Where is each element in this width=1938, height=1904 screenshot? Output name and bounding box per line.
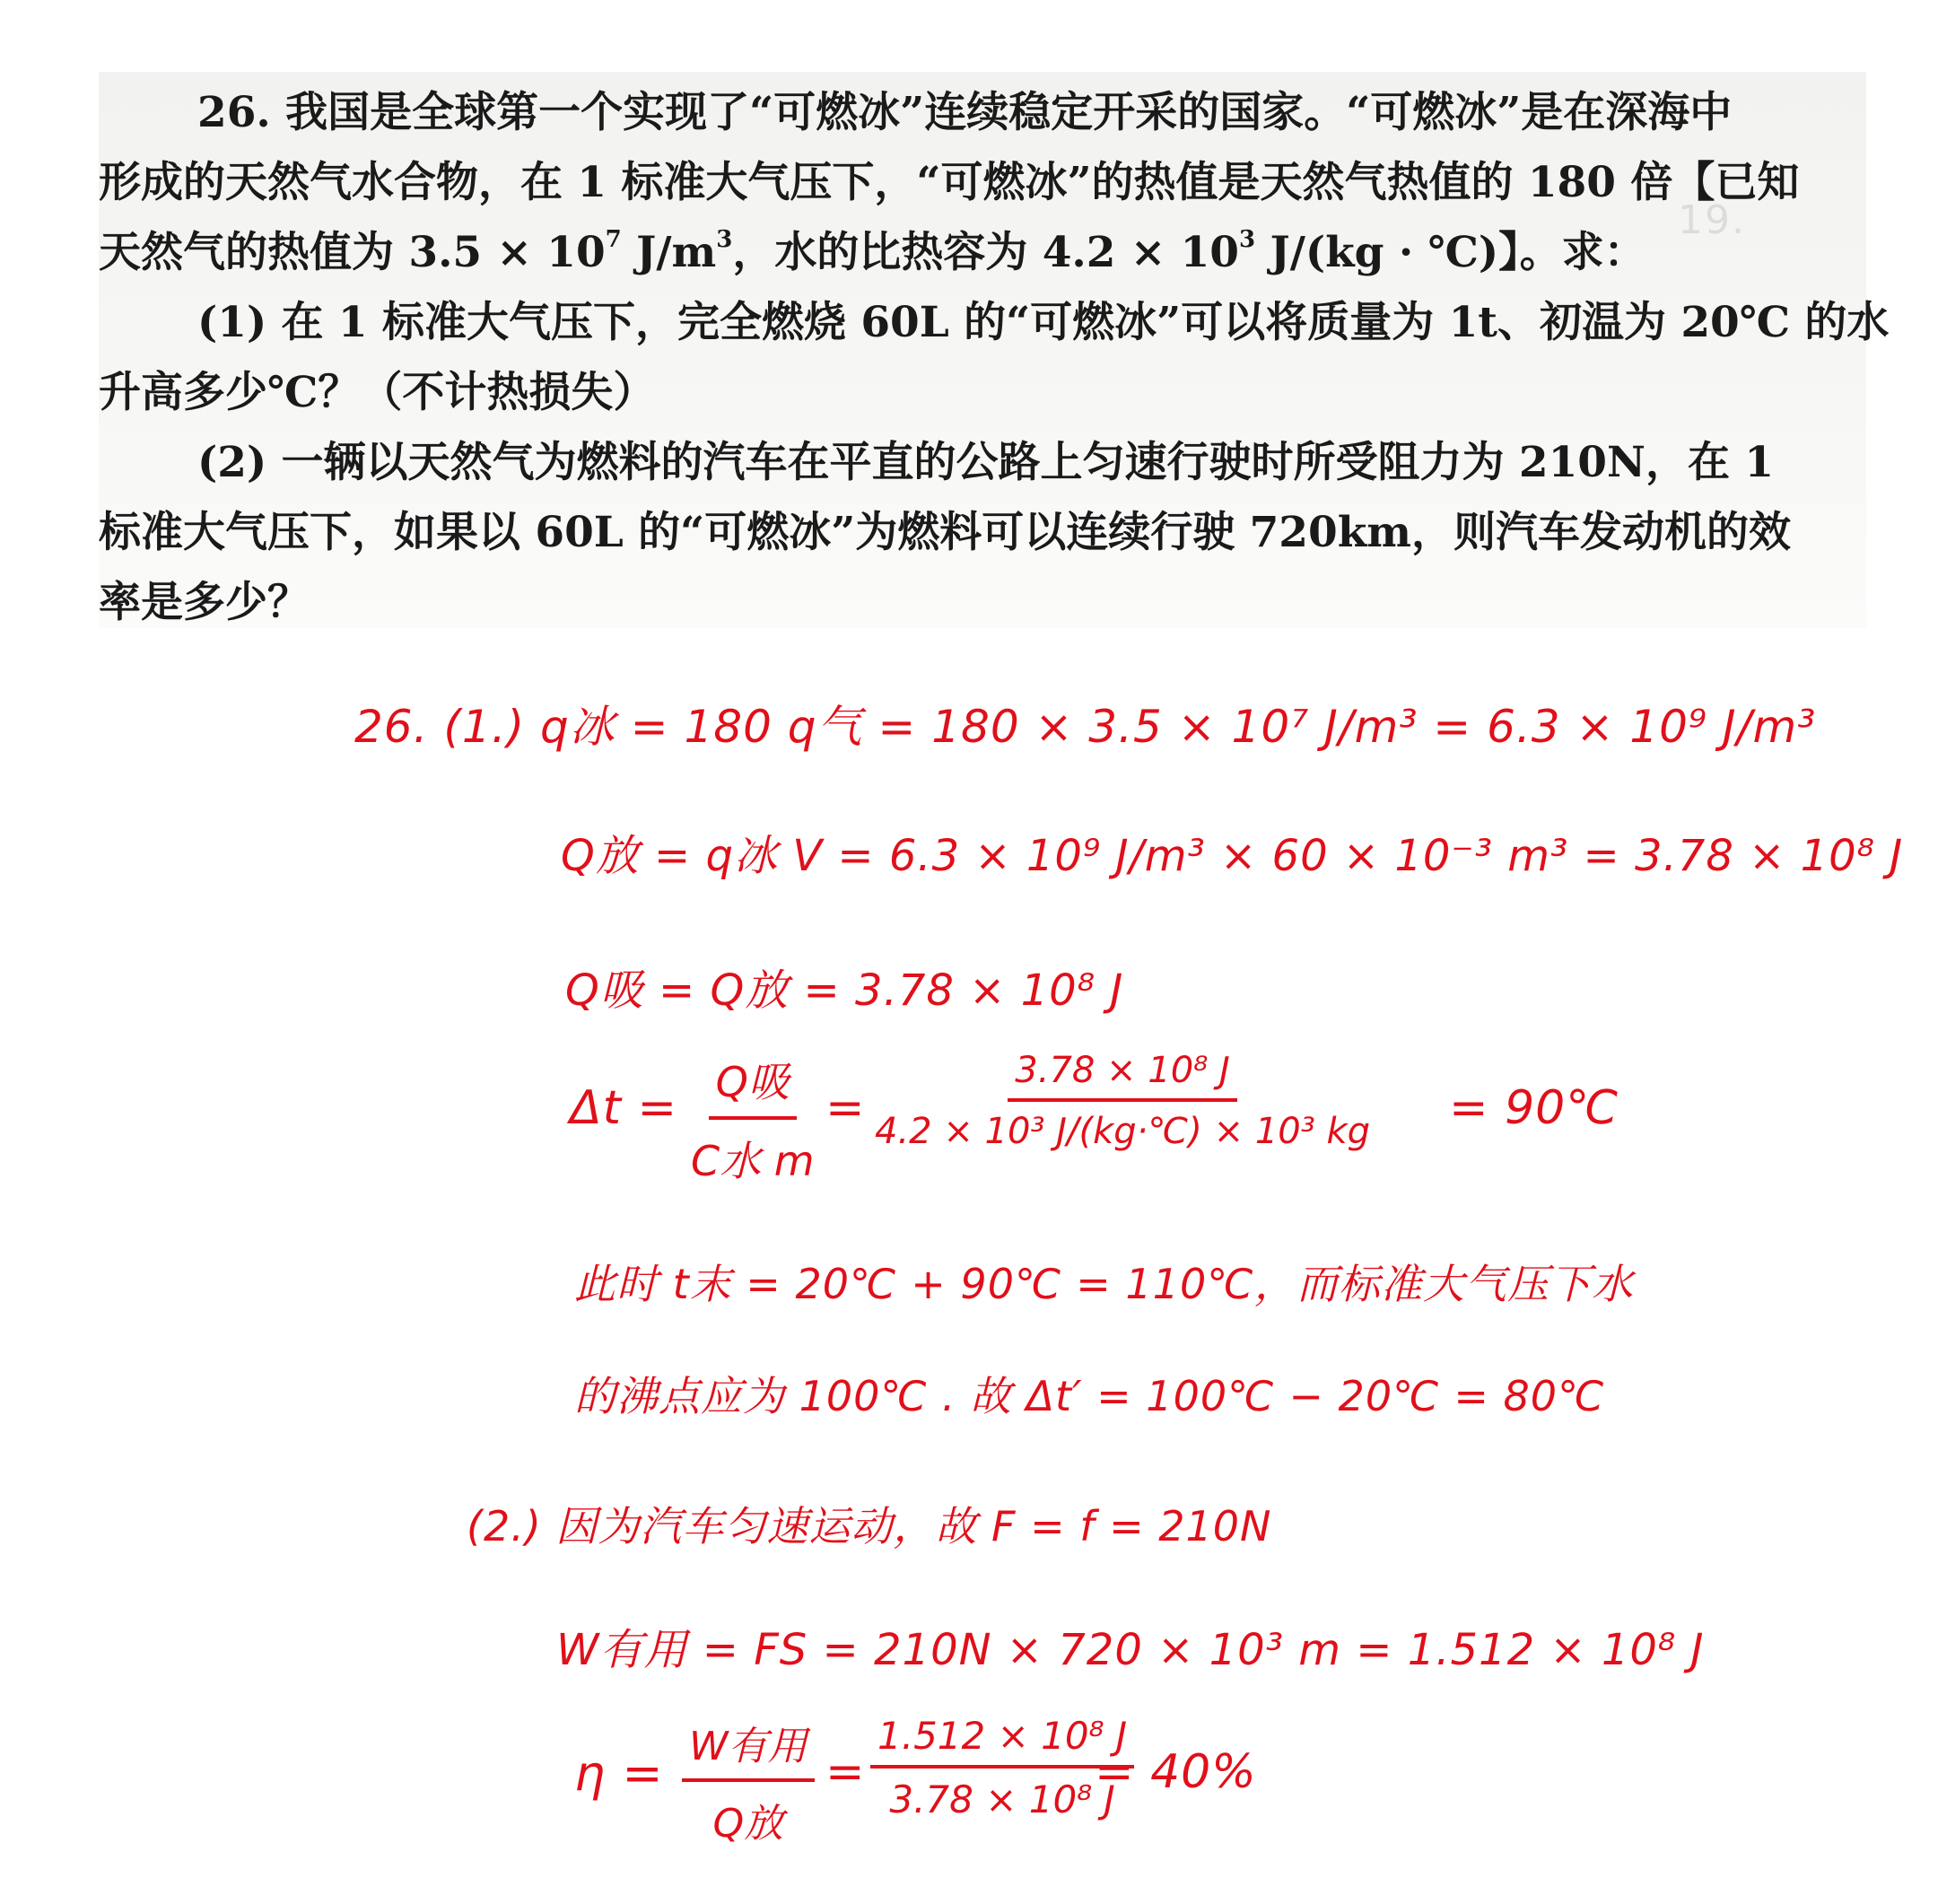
question-part-2-end: 率是多少？ <box>99 578 310 627</box>
efficiency-fraction-1 <box>682 1714 815 1848</box>
fraction-denominator: C水 m <box>691 1137 815 1185</box>
question-line-1: 26. 我国是全球第一个实现了“可燃冰”连续稳定开采的国家。“可燃冰”是在深海中 <box>197 88 1733 137</box>
delta-t-fraction-2 <box>875 1050 1370 1152</box>
answer-line-6: 的沸点应为 100℃ . 故 Δt′ = 100℃ − 20℃ = 80℃ <box>574 1372 1605 1420</box>
bleed-through-text: 19. <box>1678 197 1746 243</box>
answer-line-5: 此时 t末 = 20℃ + 90℃ = 110℃，而标准大气压下水 <box>574 1260 1634 1308</box>
answer-line-2: Q放 = q冰 V = 6.3 × 10⁹ J/m³ × 60 × 10⁻³ m³ = 3.78 × 10⁸ J <box>561 831 1904 881</box>
efficiency-label: η = <box>574 1745 664 1802</box>
fraction-numerator: 1.512 × 10⁸ J <box>870 1714 1134 1769</box>
answer-part-2-line-1: (2.) 因为汽车匀速运动，故 F = f = 210N <box>467 1502 1272 1550</box>
fraction-numerator: Q吸 <box>709 1050 797 1120</box>
delta-t-result: = 90℃ <box>1449 1081 1619 1135</box>
fraction-denominator: Q放 <box>712 1801 784 1847</box>
question-block <box>99 72 1890 628</box>
question-part-2: (2) 一辆以天然气为燃料的汽车在平直的公路上匀速行驶时所受阻力为 210N，在 1 <box>197 438 1775 487</box>
equals-sign: = <box>825 1745 866 1799</box>
question-part-2-cont: 标准大气压下，如果以 60L 的“可燃冰”为燃料可以连续行驶 720km，则汽车发动机的效 <box>99 508 1792 557</box>
question-part-1-cont: 升高多少℃？（不计热损失） <box>99 368 656 417</box>
efficiency-result: = 40% <box>1095 1745 1257 1799</box>
fraction-numerator: 3.78 × 10⁸ J <box>1008 1050 1236 1102</box>
fraction-numerator: W有用 <box>682 1714 815 1782</box>
answer-part-2-line-2: W有用 = FS = 210N × 720 × 10³ m = 1.512 × 10⁸ J <box>556 1625 1705 1675</box>
fraction-denominator: 4.2 × 10³ J/(kg·℃) × 10³ kg <box>875 1111 1371 1152</box>
question-part-1: (1) 在 1 标准大气压下，完全燃烧 60L 的“可燃冰”可以将质量为 1t、初温为 20℃ 的水 <box>197 298 1890 347</box>
fraction-denominator: 3.78 × 10⁸ J <box>889 1777 1115 1821</box>
question-line-2: 形成的天然气水合物，在 1 标准大气压下，“可燃冰”的热值是天然气热值的 180 倍【已知 <box>99 158 1800 207</box>
equals-sign: = <box>825 1081 866 1135</box>
question-line-3: 天然气的热值为 $3.5 \times 10^7$ $J/m^3$，水的比热容为 $4.2 \times 10^3$ J/(kg · ℃)】。求： <box>99 226 1646 277</box>
delta-t-label: Δt = <box>570 1081 678 1135</box>
answer-line-3: Q吸 = Q放 = 3.78 × 10⁸ J <box>565 965 1124 1016</box>
answer-line-1: 26. (1.) q冰 = 180 q气 = 180 × 3.5 × 10⁷ J/m³ = 6.3 × 10⁹ J/m³ <box>354 701 1817 753</box>
delta-t-fraction-1 <box>691 1050 815 1188</box>
